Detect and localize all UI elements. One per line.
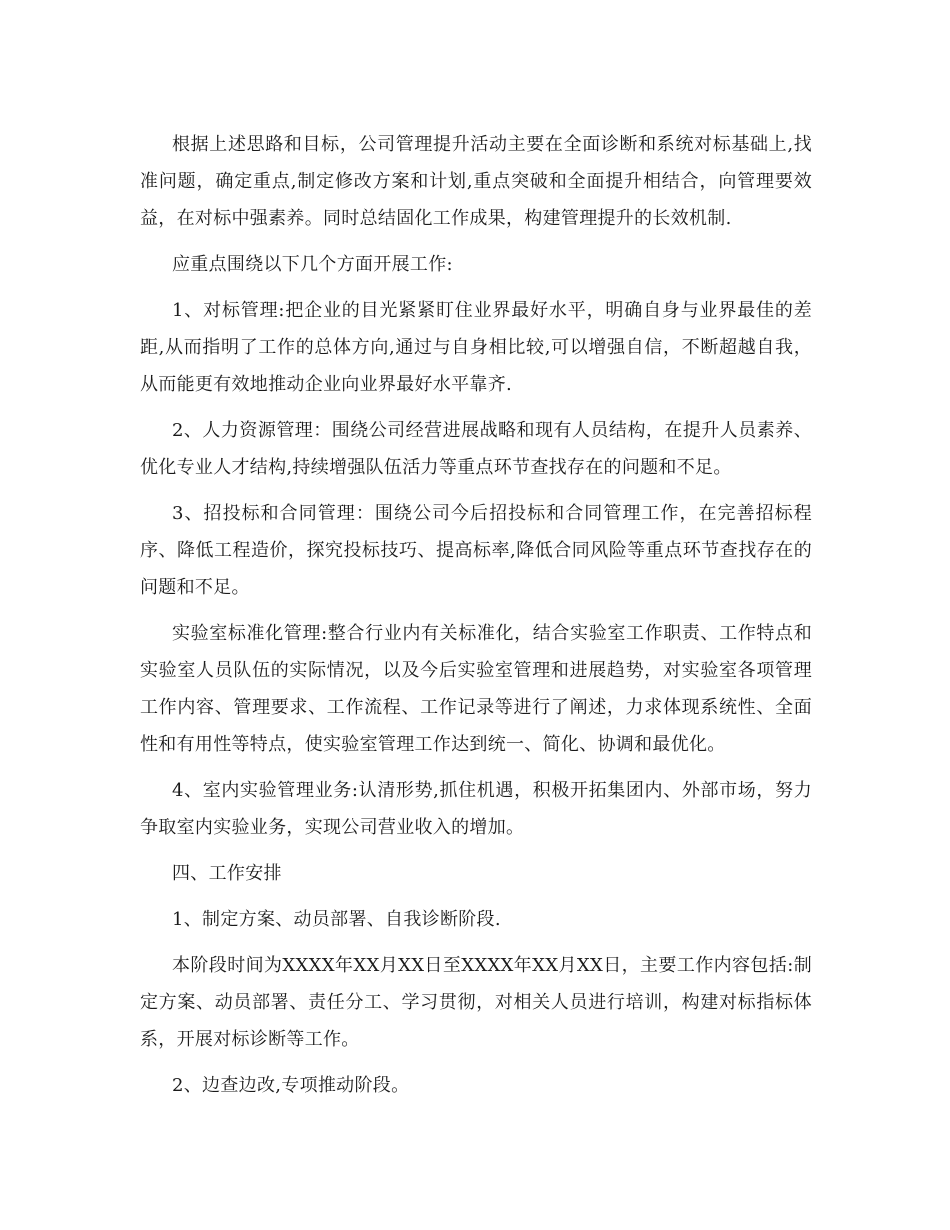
paragraph-indoor-lab-business: 4、室内实验管理业务:认清形势,抓住机遇，积极开拓集团内、外部市场，努力争取室内实验业务，实现公司营业收入的增加。 (140, 780, 812, 838)
section-heading-work-arrangement: 四、工作安排 (172, 863, 282, 884)
paragraph-phase-1-detail: 本阶段时间为XXXX年XX月XX日至XXXX年XX月XX日，主要工作内容包括:制定方案、动员部署、责任分工、学习贯彻，对相关人员进行培训，构建对标指标体系，开展对标诊断等工作。 (140, 955, 812, 1050)
paragraph-phase-2-title: 2、边查边改,专项推动阶段。 (172, 1075, 410, 1096)
document-body (140, 126, 812, 1113)
paragraph-focus-areas: 应重点围绕以下几个方面开展工作: (172, 254, 453, 275)
paragraph-intro: 根据上述思路和目标，公司管理提升活动主要在全面诊断和系统对标基础上,找准问题，确定重点,制定修改方案和计划,重点突破和全面提升相结合，向管理要效益，在对标中强素养。同时总结固化工作成果，构建管理提升的长效机制. (140, 134, 812, 229)
paragraph-human-resources: 2、人力资源管理：围绕公司经营进展战略和现有人员结构，在提升人员素养、优化专业人才结构,持续增强队伍活力等重点环节查找存在的问题和不足。 (140, 420, 812, 478)
paragraph-phase-1-title: 1、制定方案、动员部署、自我诊断阶段. (172, 909, 501, 930)
paragraph-benchmarking: 1、对标管理:把企业的目光紧紧盯住业界最好水平，明确自身与业界最佳的差距,从而指明了工作的总体方向,通过与自身相比较,可以增强自信，不断超越自我，从而能更有效地推动企业向业界最好水平靠齐. (140, 300, 812, 395)
paragraph-lab-standardization: 实验室标准化管理:整合行业内有关标准化，结合实验室工作职责、工作特点和实验室人员队伍的实际情况，以及今后实验室管理和进展趋势，对实验室各项管理工作内容、管理要求、工作流程、工作记录等进行了阐述，力求体现系统性、全面性和有用性等特点，使实验室管理工作达到统一、简化、协调和最优化。 (140, 623, 812, 755)
paragraph-bidding-contracts: 3、招投标和合同管理：围绕公司今后招投标和合同管理工作，在完善招标程序、降低工程造价，探究投标技巧、提高标率,降低合同风险等重点环节查找存在的问题和不足。 (140, 503, 812, 598)
